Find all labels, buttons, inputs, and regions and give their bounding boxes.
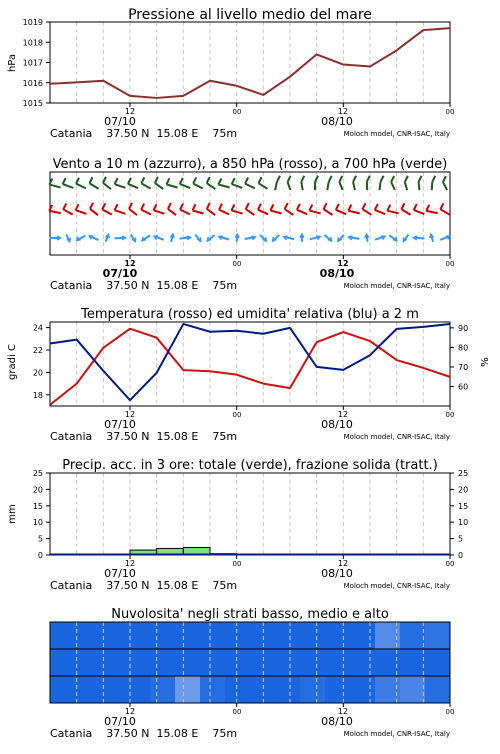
- wind-barb-flag: [207, 203, 210, 209]
- cloud-cell: [175, 622, 200, 649]
- wind-barb-flag: [231, 204, 234, 210]
- wind-barb: [102, 209, 112, 214]
- wind-barb-flag: [246, 203, 249, 209]
- x-tick-label: 12: [125, 107, 135, 116]
- cloud-cell: [150, 622, 175, 649]
- y-tick-label: 5: [458, 535, 463, 544]
- wind-barb-flag: [90, 203, 93, 209]
- wind-barb-flag: [348, 205, 351, 211]
- chart-title: Vento a 10 m (azzurro), a 850 hPa (rosso), a 700 hPa (verde): [53, 157, 448, 172]
- cloud-cell: [75, 622, 100, 649]
- wind-barb: [141, 210, 151, 215]
- model-credit: Moloch model, CNR-ISAC, Italy: [344, 730, 450, 738]
- wind-barb-flag: [115, 204, 118, 210]
- cloud-cell: [425, 676, 450, 703]
- wind-barb-flag: [76, 178, 79, 184]
- y-axis-label: mm: [7, 504, 18, 523]
- wind-barb: [432, 182, 433, 190]
- wind-barb-flag: [309, 205, 312, 211]
- y-tick-label: 15: [458, 502, 468, 511]
- wind-barb: [285, 209, 294, 215]
- wind-barb: [309, 211, 320, 214]
- wind-barb: [180, 184, 190, 188]
- wind-barb: [401, 209, 410, 215]
- wind-barb-flag: [270, 204, 273, 210]
- model-credit: Moloch model, CNR-ISAC, Italy: [344, 433, 450, 441]
- wind-barb: [339, 182, 342, 190]
- wind-barb: [192, 210, 203, 213]
- wind-barb-flag: [259, 177, 262, 183]
- wind-barb: [76, 210, 87, 214]
- date-label: 07/10: [103, 267, 138, 280]
- location-label: Catania 37.50 N 15.08 E 75m: [50, 727, 237, 740]
- x-tick-label: 12: [125, 559, 135, 568]
- wind-barb: [115, 210, 126, 214]
- wind-barb-flag: [367, 176, 370, 182]
- wind-barb-flag: [193, 177, 196, 183]
- wind-barb: [336, 210, 346, 214]
- cloud-cell: [125, 649, 150, 676]
- wind-barb: [76, 184, 86, 189]
- y-tick-label: 0: [38, 551, 43, 560]
- humidity-line: [50, 324, 450, 400]
- location-label: Catania 37.50 N 15.08 E 75m: [50, 279, 237, 292]
- date-label: 08/10: [320, 267, 355, 280]
- y-tick-label: 25: [33, 469, 43, 478]
- cloud-cell: [200, 649, 225, 676]
- wind-barb-flag: [381, 176, 384, 182]
- wind-barb-flag: [315, 176, 318, 182]
- cloud-cell: [325, 622, 350, 649]
- wind-barb: [207, 183, 216, 189]
- wind-barb-flag: [155, 177, 158, 183]
- cloud-cell: [175, 676, 200, 703]
- chart-title: Temperatura (rosso) ed umidita' relativa (blu) a 2 m: [80, 307, 419, 322]
- cloud-cell: [400, 622, 425, 649]
- wind-barb-flag: [336, 204, 339, 210]
- cloud-cell: [50, 622, 75, 649]
- cloud-cell: [150, 676, 175, 703]
- wind-barb-flag: [129, 203, 132, 209]
- wind-barb-flag: [443, 176, 446, 182]
- wind-barb-flag: [219, 204, 222, 210]
- cloud-cell: [400, 676, 425, 703]
- wind-barb-flag: [180, 204, 183, 210]
- x-tick-label: 00: [446, 260, 455, 268]
- cloud-cell: [250, 622, 275, 649]
- y-tick-label: 90: [458, 324, 468, 333]
- y-tick-label: 0: [458, 551, 463, 560]
- wind-barb-flag: [285, 203, 288, 209]
- x-tick-label: 00: [446, 560, 455, 568]
- wind-barb: [155, 183, 163, 189]
- wind-barb: [63, 209, 72, 214]
- wind-barb-flag: [324, 203, 327, 209]
- date-label: 08/10: [321, 418, 353, 431]
- cloud-cell: [200, 622, 225, 649]
- date-label: 07/10: [104, 567, 136, 580]
- cloud-cell: [125, 676, 150, 703]
- wind-barb-flag: [387, 205, 390, 211]
- wind-barb: [324, 209, 333, 215]
- cloud-cell: [125, 622, 150, 649]
- cloud-cell: [300, 649, 325, 676]
- wind-barb: [128, 184, 138, 188]
- cloud-cell: [325, 676, 350, 703]
- y-tick-label: 60: [458, 382, 468, 391]
- wind-barb: [387, 211, 398, 214]
- cloud-cell: [250, 676, 275, 703]
- cloud-cell: [275, 676, 300, 703]
- wind-barb: [103, 183, 111, 189]
- cloud-cell: [225, 649, 250, 676]
- x-tick-label: 00: [233, 108, 242, 116]
- wind-barb-flag: [414, 204, 417, 210]
- wind-barb: [270, 210, 281, 213]
- date-label: 07/10: [104, 115, 136, 128]
- y-tick-label: 24: [33, 324, 43, 333]
- x-tick-label: 00: [446, 108, 455, 116]
- date-label: 08/10: [321, 715, 353, 728]
- cloud-cell: [50, 676, 75, 703]
- wind-barb: [89, 183, 98, 189]
- wind-barb: [391, 182, 395, 190]
- wind-barb: [180, 210, 190, 215]
- date-label: 07/10: [104, 715, 136, 728]
- wind-barb: [49, 185, 60, 188]
- y-tick-label: 20: [33, 485, 43, 494]
- wind-barb-flag: [329, 176, 332, 182]
- wind-barb-flag: [218, 178, 221, 184]
- cloud-cell: [350, 676, 375, 703]
- wind-barb: [168, 209, 176, 215]
- x-tick-label: 00: [233, 560, 242, 568]
- location-label: Catania 37.50 N 15.08 E 75m: [50, 127, 237, 140]
- wind-barb: [297, 210, 307, 214]
- y-tick-label: 80: [458, 343, 468, 352]
- date-label: 07/10: [104, 418, 136, 431]
- x-tick-label: 00: [233, 411, 242, 419]
- wind-barb: [288, 182, 291, 190]
- model-credit: Moloch model, CNR-ISAC, Italy: [344, 582, 450, 590]
- wind-barb-flag: [297, 204, 300, 210]
- chart-title: Pressione al livello medio del mare: [128, 7, 372, 23]
- wind-barb-flag: [432, 176, 435, 182]
- y-tick-label: 20: [458, 485, 468, 494]
- wind-barb: [246, 209, 254, 215]
- cloud-cell: [50, 649, 75, 676]
- y-tick-label: 70: [458, 363, 468, 372]
- y-tick-label: 18: [33, 391, 43, 400]
- wind-barb-flag: [89, 177, 92, 183]
- cloud-cell: [225, 676, 250, 703]
- wind-barb-flag: [405, 176, 408, 182]
- cloud-cell: [250, 649, 275, 676]
- cloud-cell: [325, 649, 350, 676]
- wind-barb: [219, 210, 229, 215]
- pressure-line: [50, 28, 450, 98]
- cloud-cell: [150, 649, 175, 676]
- x-tick-label: 00: [233, 260, 242, 268]
- wind-barb-flag: [245, 178, 248, 184]
- cloud-cell: [300, 622, 325, 649]
- wind-barb-flag: [419, 176, 422, 182]
- wind-barb: [327, 182, 328, 190]
- model-credit: Moloch model, CNR-ISAC, Italy: [344, 282, 450, 290]
- wind-barb-flag: [258, 204, 261, 210]
- wind-barb: [115, 184, 126, 188]
- chart-title: Precip. acc. in 3 ore: totale (verde), frazione solida (tratt.): [62, 458, 438, 473]
- x-tick-label: 12: [337, 259, 348, 268]
- y-tick-label: 1016: [23, 79, 43, 88]
- wind-barb-flag: [141, 204, 144, 210]
- wind-barb-flag: [102, 203, 105, 209]
- wind-barb-flag: [232, 178, 235, 184]
- wind-barb-flag: [277, 176, 280, 182]
- x-tick-label: 12: [124, 259, 135, 268]
- date-label: 08/10: [321, 567, 353, 580]
- wind-barb-flag: [353, 176, 356, 182]
- wind-barb-flag: [192, 204, 195, 210]
- wind-barb: [353, 182, 355, 190]
- wind-barb-flag: [141, 177, 144, 183]
- x-tick-label: 00: [446, 708, 455, 716]
- cloud-cell: [300, 676, 325, 703]
- wind-barb: [443, 182, 447, 190]
- x-tick-label: 12: [338, 707, 348, 716]
- location-label: Catania 37.50 N 15.08 E 75m: [50, 430, 237, 443]
- wind-barb: [348, 211, 359, 214]
- cloud-cell: [425, 622, 450, 649]
- cloud-cell: [75, 649, 100, 676]
- y-tick-label: 22: [33, 346, 43, 355]
- wind-barb-flag: [168, 203, 171, 209]
- wind-barb: [166, 184, 177, 187]
- wind-barb: [245, 184, 255, 189]
- wind-barb-flag: [103, 177, 106, 183]
- wind-barb: [440, 209, 449, 214]
- wind-barb: [218, 184, 229, 187]
- y-tick-label: 10: [458, 518, 468, 527]
- cloud-cell: [275, 622, 300, 649]
- wind-barb-flag: [363, 203, 366, 209]
- y-tick-label: 1017: [23, 59, 43, 68]
- cloud-cell: [425, 649, 450, 676]
- cloud-cell: [200, 676, 225, 703]
- location-label: Catania 37.50 N 15.08 E 75m: [50, 579, 237, 592]
- wind-barb: [426, 211, 437, 213]
- chart-title: Nuvolosita' negli strati basso, medio e alto: [111, 607, 389, 622]
- cloud-cell: [275, 649, 300, 676]
- wind-barb-flag: [115, 178, 118, 184]
- wind-barb-flag: [339, 176, 342, 182]
- wind-barb: [414, 210, 424, 214]
- wind-barb: [90, 209, 98, 215]
- wind-barb-flag: [426, 205, 429, 211]
- wind-barb-flag: [154, 204, 157, 210]
- wind-barb: [193, 183, 203, 188]
- y-tick-label: 10: [33, 518, 43, 527]
- y-axis-label-right: %: [480, 357, 491, 367]
- wind-barb: [301, 182, 302, 190]
- wind-barb-flag: [301, 176, 304, 182]
- cloud-cell: [225, 622, 250, 649]
- date-label: 08/10: [321, 115, 353, 128]
- wind-barb-flag: [63, 203, 66, 209]
- y-tick-label: 1015: [23, 99, 43, 108]
- temperature-line: [50, 329, 450, 405]
- cloud-cell: [75, 676, 100, 703]
- x-tick-label: 12: [125, 707, 135, 716]
- wind-barb: [63, 184, 74, 188]
- wind-barb-flag: [76, 204, 79, 210]
- y-tick-label: 20: [33, 368, 43, 377]
- wind-barb-flag: [391, 176, 394, 182]
- x-tick-label: 12: [338, 107, 348, 116]
- y-axis-label: hPa: [7, 54, 18, 72]
- y-tick-label: 1018: [23, 38, 43, 47]
- x-tick-label: 12: [338, 559, 348, 568]
- wind-barb: [405, 182, 407, 190]
- wind-barb: [207, 209, 215, 215]
- wind-barb: [419, 182, 420, 190]
- wind-barb-flag: [207, 177, 210, 183]
- cloud-cell: [350, 649, 375, 676]
- wind-barb-flag: [440, 203, 443, 209]
- cloud-cell: [175, 649, 200, 676]
- cloud-cell: [350, 622, 375, 649]
- y-tick-label: 5: [38, 535, 43, 544]
- wind-barb: [154, 210, 165, 213]
- y-tick-label: 15: [33, 502, 43, 511]
- plot-frame: [50, 473, 450, 555]
- model-credit: Moloch model, CNR-ISAC, Italy: [344, 130, 450, 138]
- wind-barb: [375, 210, 385, 214]
- x-tick-label: 12: [338, 410, 348, 419]
- y-tick-label: 25: [458, 469, 468, 478]
- wind-barb: [275, 182, 277, 190]
- y-tick-label: 1019: [23, 18, 43, 27]
- x-tick-label: 12: [125, 410, 135, 419]
- wind-barb-flag: [63, 178, 66, 184]
- wind-barb: [141, 183, 150, 188]
- wind-barb: [49, 211, 61, 213]
- wind-barb-flag: [375, 204, 378, 210]
- cloud-cell: [400, 649, 425, 676]
- wind-barb-flag: [166, 178, 169, 184]
- wind-barb-flag: [180, 178, 183, 184]
- wind-barb-flag: [401, 203, 404, 209]
- x-tick-label: 00: [446, 411, 455, 419]
- y-axis-label: gradi C: [7, 344, 18, 380]
- wind-barb: [379, 182, 380, 190]
- x-tick-label: 00: [233, 708, 242, 716]
